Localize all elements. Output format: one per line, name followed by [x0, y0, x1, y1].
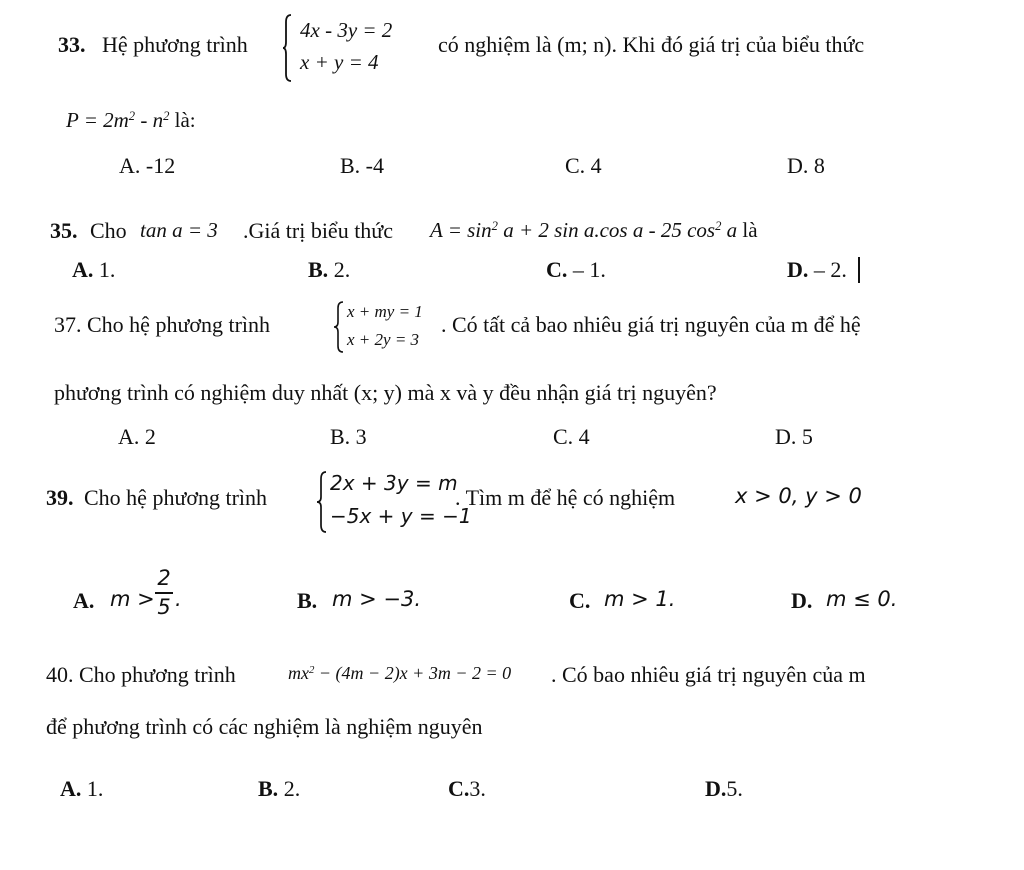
q39-text: . Tìm m để hệ có nghiệm — [455, 485, 676, 510]
q33-number: 33. — [58, 32, 86, 57]
q33-intro: Hệ phương trình — [102, 32, 248, 57]
q33-equation-1: 4x - 3y = 2 — [300, 18, 393, 42]
q35-expression: $A = \sin^2 a + 2$ sin a.cos a - 25 $\cos^2 a$ là — [430, 218, 758, 242]
q33-brace — [282, 12, 294, 84]
q35-number: 35. — [50, 218, 78, 243]
q37-option-a[interactable]: A. 2 — [118, 424, 156, 449]
q39-option-a-fraction: 2 5 — [155, 568, 173, 618]
q39-option-a[interactable]: m > — [110, 587, 155, 611]
q33-expression: $P = 2m^2 - n^2$ là: — [66, 108, 196, 132]
q37-option-b[interactable]: B. 3 — [330, 424, 367, 449]
q40-text: . Có bao nhiêu giá trị nguyên của m — [551, 662, 866, 687]
q40-option-d[interactable]: D.5. — [705, 776, 743, 801]
q40-option-a[interactable]: A. 1. — [60, 776, 104, 801]
q39-option-c[interactable]: m > 1. — [604, 587, 676, 611]
q37-text: . Có tất cả bao nhiêu giá trị nguyên của m để hệ — [441, 312, 861, 337]
q39-option-b[interactable]: m > −3. — [332, 587, 422, 611]
q39-option-a-tail: . — [175, 587, 182, 611]
q37-equation-1: x + my = 1 — [347, 302, 423, 321]
q39-condition: x > 0, y > 0 — [735, 484, 862, 508]
q40-text-2: để phương trình có các nghiệm là nghiệm nguyên — [46, 714, 483, 739]
q39-brace — [316, 470, 328, 534]
q33-option-c[interactable]: C. 4 — [565, 153, 602, 178]
q39-system — [316, 470, 472, 534]
q37-equation-2: x + 2y = 3 — [347, 330, 420, 349]
q33-option-d[interactable]: D. 8 — [787, 153, 825, 178]
q33-text: có nghiệm là (m; n). Khi đó giá trị của biểu thức — [438, 32, 865, 57]
q35-option-c[interactable]: C. – 1. — [546, 257, 606, 282]
q37-intro: 37. Cho hệ phương trình — [54, 312, 271, 337]
q40-option-b[interactable]: B. 2. — [258, 776, 301, 801]
q40-intro: 40. Cho phương trình — [46, 662, 236, 687]
q39-option-c-letter[interactable]: C. — [569, 588, 591, 613]
q39-option-d[interactable]: m ≤ 0. — [826, 587, 898, 611]
q39-option-b-letter[interactable]: B. — [297, 588, 318, 613]
q37-text-2: phương trình có nghiệm duy nhất (x; y) mà x và y đều nhận giá trị nguyên? — [54, 380, 717, 405]
q37-system — [333, 300, 453, 354]
q37-option-c[interactable]: C. 4 — [553, 424, 590, 449]
q40-equation: $mx^2 - (4m - 2)x + 3m - 2 = 0$ — [288, 663, 512, 683]
q33-system — [282, 12, 442, 84]
text-cursor — [858, 257, 860, 283]
q33-option-a[interactable]: A. -12 — [119, 153, 176, 178]
q35-option-d[interactable]: D. – 2. — [787, 257, 847, 282]
q35-condition: tan a = 3 — [140, 218, 218, 242]
q33-equation-2: x + y = 4 — [300, 50, 379, 74]
q40-option-c[interactable]: C.3. — [448, 776, 486, 801]
q35-option-a[interactable]: A. 1. — [72, 257, 116, 282]
q39-equation-1: 2x + 3y = m — [330, 471, 458, 495]
q37-option-d[interactable]: D. 5 — [775, 424, 813, 449]
q35-intro: Cho — [90, 218, 127, 243]
q39-option-a-letter[interactable]: A. — [73, 588, 95, 613]
q39-intro: Cho hệ phương trình — [84, 485, 268, 510]
q33-option-b[interactable]: B. -4 — [340, 153, 384, 178]
q39-equation-2: −5x + y = −1 — [330, 504, 472, 528]
q37-brace — [333, 300, 345, 354]
q35-text: .Giá trị biểu thức — [243, 218, 393, 243]
q39-option-d-letter[interactable]: D. — [791, 588, 813, 613]
q35-option-b[interactable]: B. 2. — [308, 257, 351, 282]
q39-number: 39. — [46, 485, 74, 510]
